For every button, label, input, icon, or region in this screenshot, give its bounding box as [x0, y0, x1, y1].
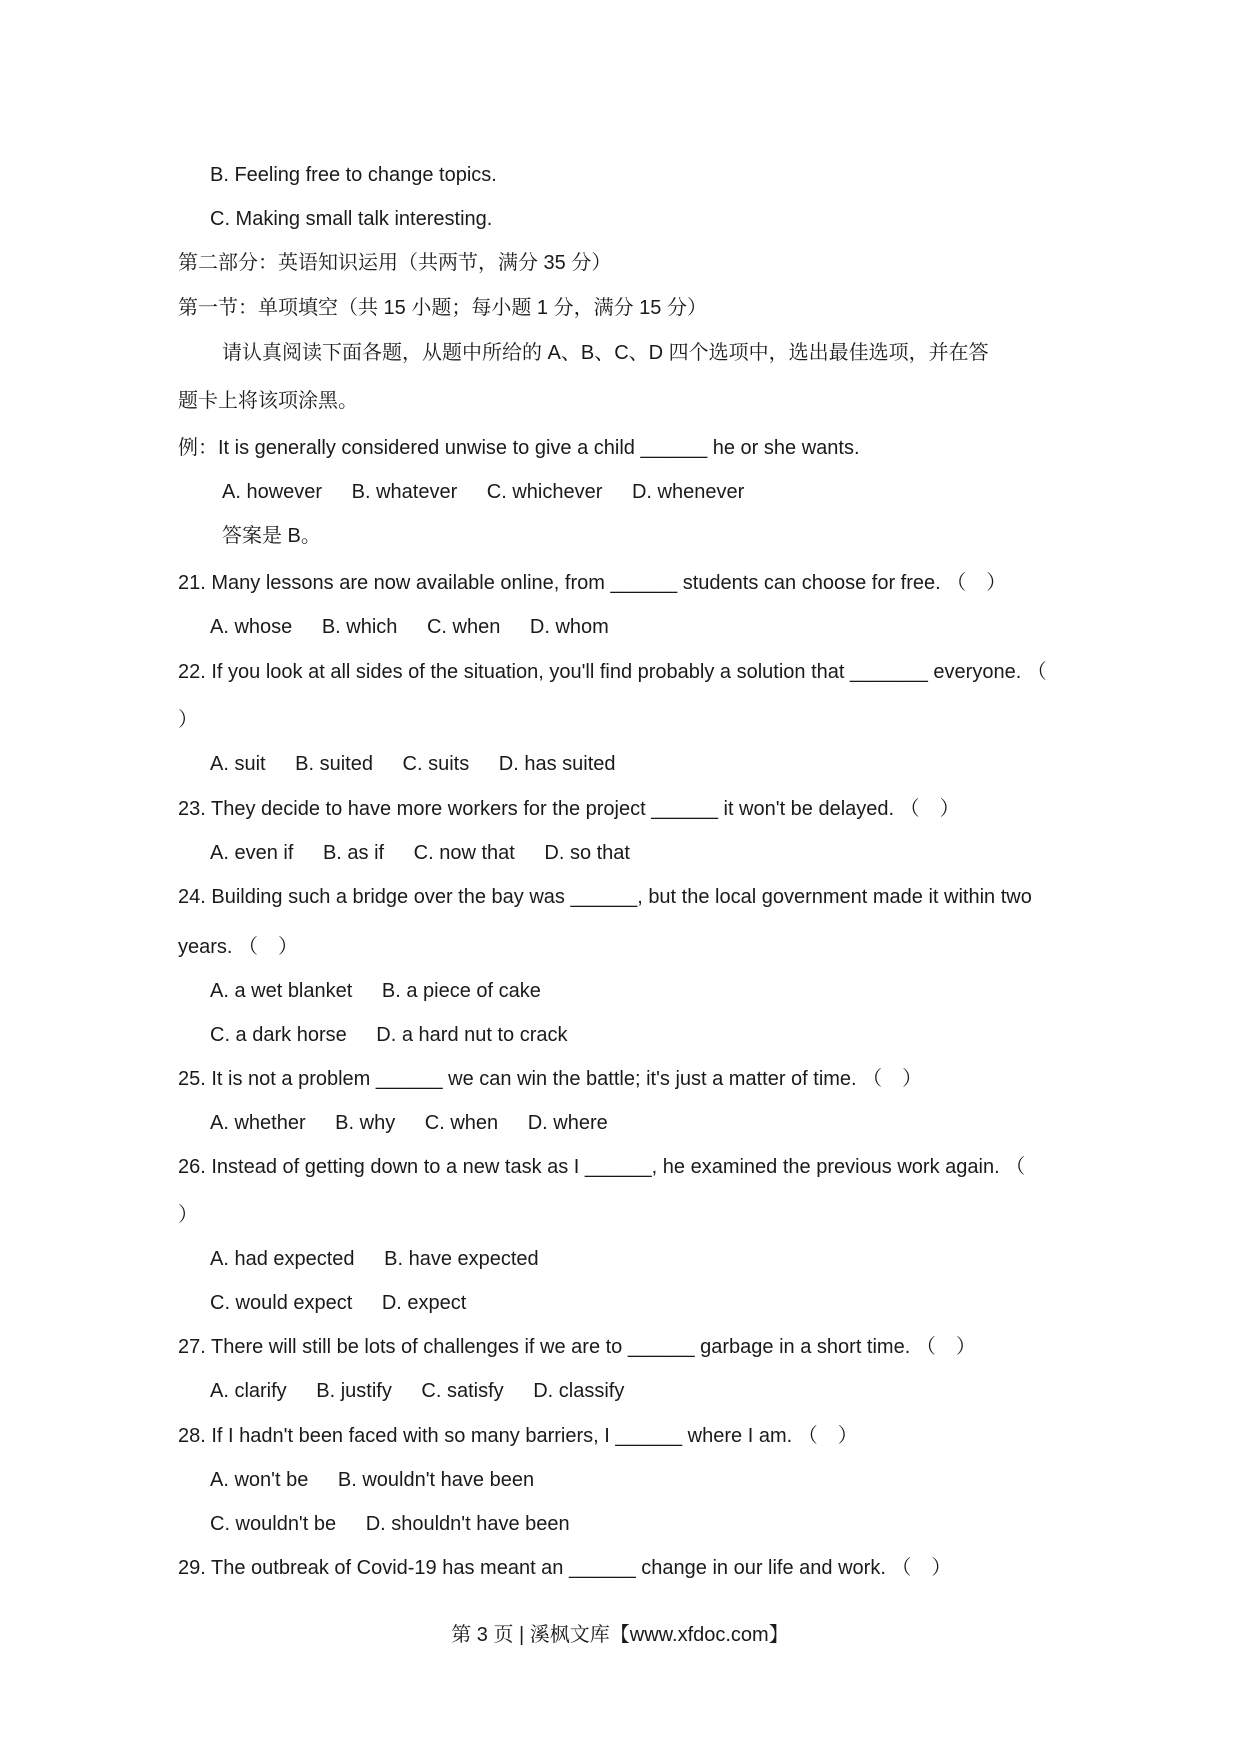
options-25	[210, 1110, 608, 1136]
question-29: 29. The outbreak of Covid-19 has meant an ______ change in our life and work. （ ）	[178, 1557, 952, 1579]
options-24-row1	[210, 978, 541, 1004]
options-26-row2	[210, 1290, 466, 1316]
option-a: A. suit	[210, 753, 266, 775]
options-27	[210, 1378, 624, 1404]
option-b: B. as if	[322, 842, 385, 864]
question-21: 21. Many lessons are now available online, from ______ students can choose for free. （ ）	[178, 572, 1007, 594]
option-b: B. which	[321, 616, 398, 638]
option-d: D. whenever	[631, 481, 745, 503]
option-d: D. whom	[529, 616, 609, 638]
option-c-prev: C. Making small talk interesting.	[210, 208, 493, 230]
question-23: 23. They decide to have more workers for the project ______ it won't be delayed. （ ）	[178, 798, 960, 820]
option-b-prev: B. Feeling free to change topics.	[210, 164, 497, 186]
option-a: A. whether	[210, 1112, 306, 1134]
option-d: D. has suited	[498, 753, 616, 775]
option-a: A. even if	[210, 842, 294, 864]
option-b: B. have expected	[384, 1248, 539, 1270]
question-25: 25. It is not a problem ______ we can win the battle; it's just a matter of time. （ ）	[178, 1068, 923, 1090]
option-b: B. whatever	[351, 481, 458, 503]
options-24-row2	[210, 1022, 568, 1048]
option-a: A. had expected	[210, 1248, 355, 1270]
option-d: D. so that	[544, 842, 630, 864]
options-23	[210, 840, 630, 866]
option-c: C. wouldn't be	[210, 1513, 337, 1535]
option-a: A. however	[222, 481, 323, 503]
question-24-cont: years. （ ）	[178, 936, 299, 958]
options-21	[210, 614, 609, 640]
question-27: 27. There will still be lots of challenges if we are to ______ garbage in a short time. （ ）	[178, 1336, 976, 1358]
question-26-bracket: ）	[178, 1204, 198, 1226]
option-c: C. when	[426, 616, 501, 638]
option-a: A. whose	[210, 616, 293, 638]
option-b: B. wouldn't have been	[337, 1469, 535, 1491]
option-d: D. a hard nut to crack	[376, 1024, 568, 1046]
option-b: B. a piece of cake	[381, 980, 541, 1002]
question-22-bracket: ）	[178, 709, 198, 731]
option-c: C. would expect	[210, 1292, 353, 1314]
page-footer: 第 3 页 | 溪枫文库【www.xfdoc.com】	[451, 1624, 789, 1646]
option-c: C. satisfy	[421, 1380, 504, 1402]
question-26: 26. Instead of getting down to a new task as I ______, he examined the previous work again. （	[178, 1156, 1026, 1178]
option-a: A. a wet blanket	[210, 980, 353, 1002]
option-b: B. justify	[316, 1380, 392, 1402]
option-d: D. shouldn't have been	[365, 1513, 570, 1535]
instruction-line-2: 题卡上将该项涂黑。	[178, 390, 358, 412]
option-c: C. suits	[402, 753, 470, 775]
options-28-row2	[210, 1511, 570, 1537]
option-d: D. expect	[381, 1292, 467, 1314]
option-a: A. won't be	[210, 1469, 309, 1491]
section-heading: 第一节：单项填空（共 15 小题；每小题 1 分，满分 15 分）	[178, 297, 707, 319]
example-options	[222, 479, 744, 505]
options-28-row1	[210, 1467, 534, 1493]
options-22	[210, 751, 616, 777]
option-c: C. now that	[413, 842, 515, 864]
example-question: 例：It is generally considered unwise to give a child ______ he or she wants.	[178, 437, 860, 459]
option-a: A. clarify	[210, 1380, 287, 1402]
option-c: C. whichever	[486, 481, 603, 503]
option-d: D. classify	[533, 1380, 625, 1402]
option-c: C. a dark horse	[210, 1024, 347, 1046]
options-26-row1	[210, 1246, 539, 1272]
question-22: 22. If you look at all sides of the situation, you'll find probably a solution that _______ everyone. （	[178, 661, 1047, 683]
example-answer: 答案是 B。	[222, 525, 321, 547]
option-c: C. when	[424, 1112, 499, 1134]
instruction-line-1: 请认真阅读下面各题，从题中所给的 A、B、C、D 四个选项中，选出最佳选项，并在答	[222, 342, 989, 364]
part-heading: 第二部分：英语知识运用（共两节，满分 35 分）	[178, 252, 612, 274]
question-28: 28. If I hadn't been faced with so many barriers, I ______ where I am. （ ）	[178, 1425, 858, 1447]
option-b: B. why	[335, 1112, 396, 1134]
option-d: D. where	[527, 1112, 608, 1134]
option-b: B. suited	[295, 753, 373, 775]
question-24: 24. Building such a bridge over the bay was ______, but the local government made it within two	[178, 886, 1032, 908]
